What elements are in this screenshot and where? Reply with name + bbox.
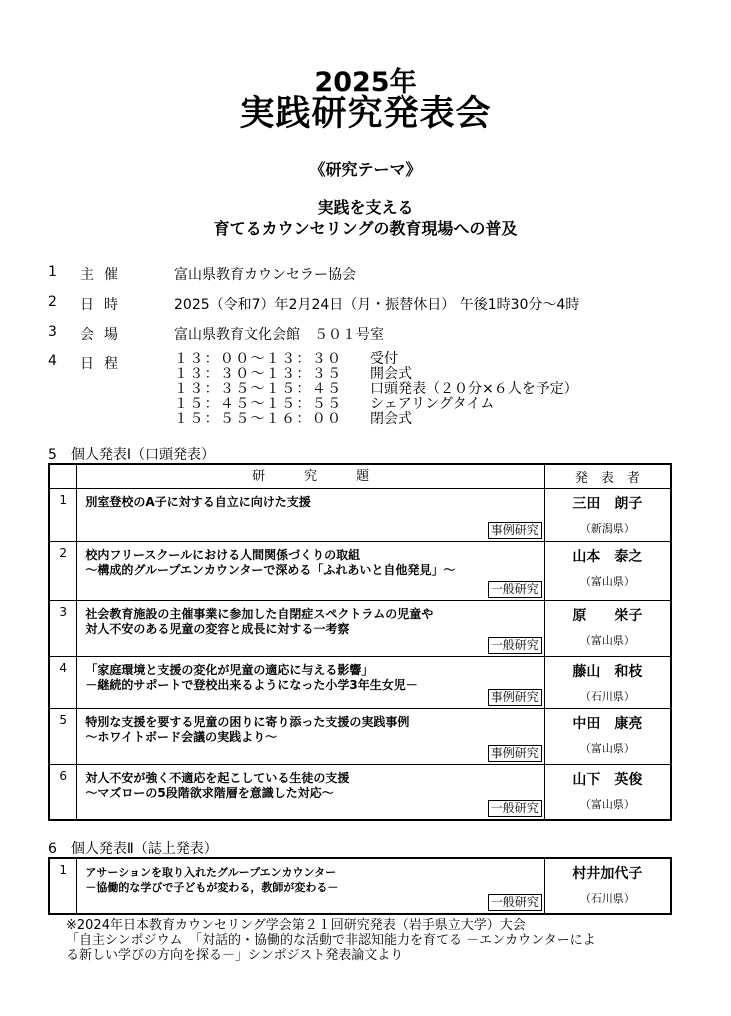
research-title-cell: [77, 858, 544, 914]
research-title-line2: －協働的な学びで子どもが変わる，教師が変わる－: [85, 881, 339, 894]
category-tag: 一般研究: [488, 894, 542, 911]
presenter-prefecture: （石川県）: [579, 689, 635, 703]
presenter-name: 原 栄子: [572, 607, 643, 624]
footnote-line2: 「自主シンポジウム 「対話的・協働的な活動で非認知能力を育てる －エンカウンターによ: [66, 933, 596, 948]
info-number: 1: [48, 264, 57, 280]
info-label: 主催: [80, 267, 128, 283]
research-title-line2: ～構成的グループエンカウンターで深める「ふれあいと自他発見」～: [85, 562, 456, 577]
schedule-list: [174, 352, 578, 427]
category-tag: 一般研究: [488, 637, 542, 654]
header-presenter-cell: 発 表 者: [544, 464, 671, 488]
schedule-desc: シェアリングタイム: [370, 396, 495, 412]
presenter-name: 中田 康亮: [572, 715, 643, 732]
research-title-cell: [77, 541, 544, 600]
schedule-time: １５：５５～１６：００: [174, 411, 343, 427]
presenter-name: 藤山 和枝: [572, 663, 643, 680]
table-row: [49, 764, 671, 820]
table-header-row: [49, 464, 671, 488]
header-title-cell: 研 究 題: [77, 464, 544, 488]
research-title-line2: －継続的サポートで登校出来るようになった小学3年生女児－: [85, 677, 418, 692]
table-row: [49, 708, 671, 764]
oral-presentations-table: [48, 463, 672, 821]
info-value: 富山県教育文化会館 ５０１号室: [174, 327, 384, 343]
schedule-item: [174, 412, 578, 427]
presenter-name: 村井加代子: [572, 866, 643, 882]
presenter-prefecture: （石川県）: [579, 892, 635, 905]
year-title: 2025年: [314, 67, 417, 98]
table-row: [49, 488, 671, 541]
schedule-time: １３：００～１３：３０: [174, 351, 343, 367]
schedule-time: １５：４５～１５：５５: [174, 396, 343, 412]
written-presentations-table: [48, 857, 672, 915]
research-title-line1: 社会教育施設の主催事業に参加した自閉症スペクトラムの児童や: [85, 606, 434, 621]
presenter-prefecture: （富山県）: [579, 574, 635, 588]
schedule-item: [174, 352, 578, 367]
theme-label: 《研究テーマ》: [309, 160, 422, 179]
info-value: 2025（令和7）年2月24日（月・振替休日） 午後1時30分～4時: [174, 297, 580, 313]
schedule-item: [174, 382, 578, 397]
research-title-cell: [77, 764, 544, 820]
research-title-line2: 対人不安のある児童の変容と成長に対する一考察: [85, 621, 350, 636]
schedule-time: １３：３５～１５：４５: [174, 381, 343, 397]
presenter-name: 三田 朗子: [572, 495, 643, 512]
row-number: 1: [49, 858, 77, 914]
info-label: 日時: [80, 297, 128, 313]
research-title-cell: [77, 488, 544, 541]
table-row: [49, 656, 671, 708]
presenter-cell: [544, 764, 671, 820]
presenter-cell: [544, 488, 671, 541]
theme-line-2: 育てるカウンセリングの教育現場への普及: [213, 219, 518, 238]
category-tag: 事例研究: [488, 745, 542, 762]
schedule-time: １３：３０～１３：３５: [174, 366, 343, 382]
schedule-desc: 受付: [370, 351, 398, 367]
research-title-cell: [77, 600, 544, 656]
presenter-prefecture: （新潟県）: [579, 521, 635, 535]
schedule-desc: 閉会式: [370, 411, 412, 427]
page-title: 実践研究発表会: [239, 94, 492, 134]
info-label: 会場: [80, 327, 128, 343]
header-num-cell: [49, 464, 77, 488]
info-number: 3: [48, 324, 57, 340]
theme-line-1: 実践を支える: [317, 198, 414, 217]
section-5-heading: 5 個人発表Ⅰ（口頭発表）: [48, 447, 216, 463]
category-tag: 事例研究: [488, 689, 542, 706]
category-tag: 事例研究: [488, 522, 542, 539]
row-number: 3: [49, 600, 77, 656]
research-title-line1: 別室登校のA子に対する自立に向けた支援: [85, 494, 311, 509]
presenter-name: 山下 英俊: [572, 771, 643, 788]
footnote-line3: る新しい学びの方向を探る－」シンポジスト発表論文より: [66, 948, 404, 963]
research-title-line2: ～ホワイトボード会議の実践より～: [85, 729, 278, 744]
schedule-item: [174, 397, 578, 412]
presenter-cell: [544, 656, 671, 708]
research-title-line1: 「家庭環境と支援の変化が児童の適応に与える影響」: [85, 662, 374, 677]
row-number: 4: [49, 656, 77, 708]
row-number: 5: [49, 708, 77, 764]
footnote-line1: ※2024年日本教育カウンセリング学会第２１回研究発表（岩手県立大学）大会: [66, 918, 526, 933]
research-title-line1: 特別な支援を要する児童の困りに寄り添った支援の実践事例: [85, 714, 410, 729]
presenter-prefecture: （富山県）: [579, 633, 635, 647]
schedule-desc: 口頭発表（２０分×６人を予定）: [370, 381, 578, 397]
presenter-cell: [544, 541, 671, 600]
research-title-cell: [77, 656, 544, 708]
row-number: 6: [49, 764, 77, 820]
presenter-cell: [544, 708, 671, 764]
info-number: 4: [48, 353, 57, 369]
section-6-heading: 6 個人発表Ⅱ（誌上発表）: [48, 841, 218, 857]
presenter-cell: [544, 600, 671, 656]
category-tag: 一般研究: [488, 800, 542, 817]
row-number: 1: [49, 488, 77, 541]
schedule-item: [174, 367, 578, 382]
research-title-cell: [77, 708, 544, 764]
row-number: 2: [49, 541, 77, 600]
schedule-desc: 開会式: [370, 366, 412, 382]
table-row: [49, 541, 671, 600]
presenter-cell: [544, 858, 671, 914]
presenter-prefecture: （富山県）: [579, 741, 635, 755]
info-number: 2: [48, 294, 57, 310]
research-title-line1: アサーションを取り入れたグループエンカウンター: [85, 866, 337, 879]
info-value: 富山県教育カウンセラー協会: [174, 267, 356, 283]
research-title-line1: 校内フリースクールにおける人間関係づくりの取組: [85, 547, 361, 562]
table-row: [49, 600, 671, 656]
research-title-line1: 対人不安が強く不適応を起こしている生徒の支援: [85, 770, 350, 785]
research-title-line2: ～マズローの5段階欲求階層を意識した対応～: [85, 785, 334, 800]
category-tag: 一般研究: [488, 581, 542, 598]
footnote: [66, 918, 596, 963]
table-row: [49, 858, 671, 914]
info-label: 日程: [80, 356, 128, 372]
presenter-name: 山本 泰之: [572, 548, 643, 565]
presenter-prefecture: （富山県）: [579, 797, 635, 811]
